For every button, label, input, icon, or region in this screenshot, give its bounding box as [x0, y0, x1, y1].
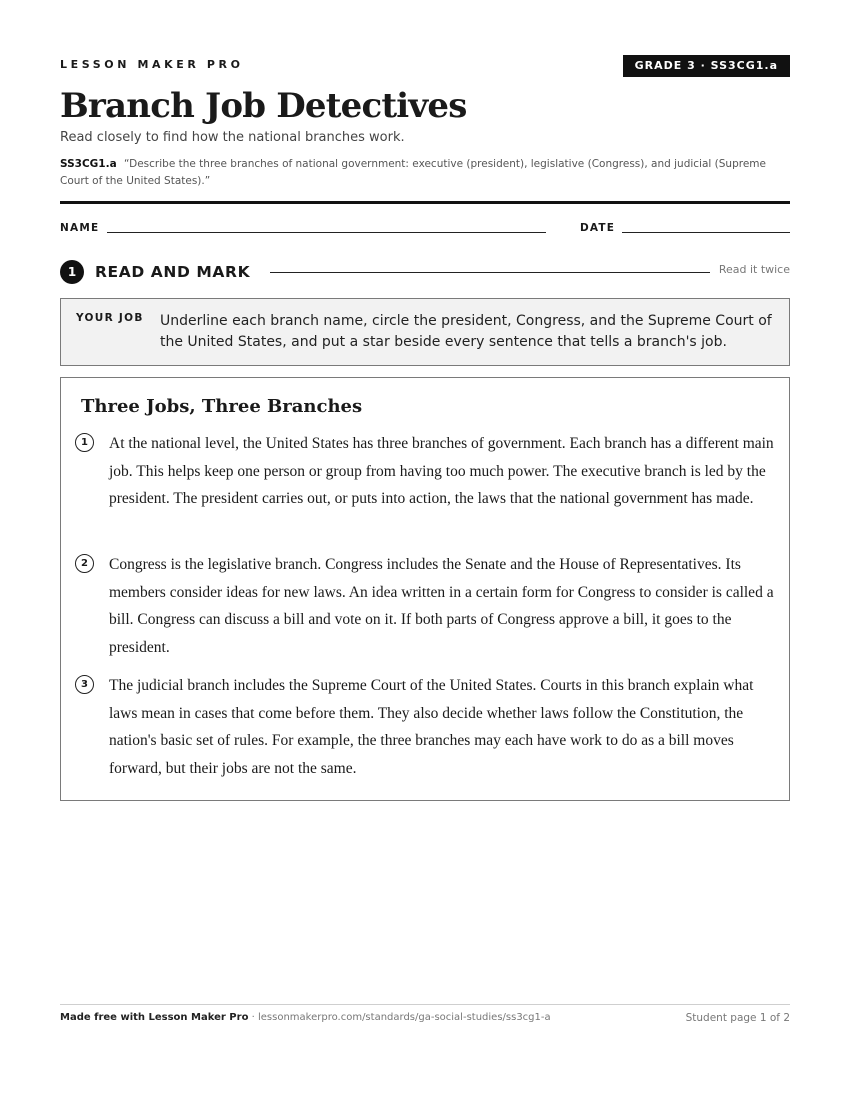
date-line[interactable] — [622, 232, 790, 233]
footer-made-with: Made free with Lesson Maker Pro — [60, 1012, 249, 1023]
section-note: Read it twice — [718, 263, 790, 276]
grade-badge: GRADE 3 · SS3CG1.a — [623, 55, 790, 77]
your-job-label: YOUR JOB — [76, 312, 144, 324]
paragraph-number: 1 — [75, 433, 94, 452]
paragraph-text: Congress is the legislative branch. Congress includes the Senate and the House of Representatives. Its members consider ideas for new laws. An idea written in a certain form for Congress to consider is called a bill. Congress can discuss a bill and vote on it. If both parts of Congress approve a bill, it goes to the president. — [109, 556, 774, 657]
name-line[interactable] — [107, 232, 546, 233]
page-subtitle: Read closely to find how the national branches work. — [60, 130, 405, 145]
section-divider — [270, 272, 710, 273]
standard-description — [60, 156, 790, 190]
section-title: READ AND MARK — [95, 263, 251, 281]
paragraph-text: The judicial branch includes the Supreme Court of the United States. Courts in this branch explain what laws mean in cases that come before them. They also decide whether laws follow the Constitution, the nation's basic set of rules. For example, the three branches may each have work to do as a bill moves forward, but their jobs are not the same. — [109, 677, 754, 778]
name-label: NAME — [60, 222, 100, 234]
your-job-box — [60, 298, 790, 366]
standard-code: SS3CG1.a — [60, 158, 117, 170]
reading-passage — [60, 377, 790, 801]
paragraph-text: At the national level, the United States has three branches of government. Each branch has a different main job. This helps keep one person or group from having too much power. The executive branch is led by the president. The president carries out, or puts into action, the laws that the national government has made. — [109, 435, 774, 508]
page-indicator: Student page 1 of 2 — [685, 1012, 790, 1024]
paragraph-number: 3 — [75, 675, 94, 694]
worksheet-page — [60, 0, 790, 1100]
header-divider — [60, 201, 790, 204]
page-title: Branch Job Detectives — [60, 86, 467, 126]
paragraph-number: 2 — [75, 554, 94, 573]
footer-link[interactable]: · lessonmakerpro.com/standards/ga-social-studies/ss3cg1-a — [248, 1012, 551, 1023]
brand-name: LESSON MAKER PRO — [60, 58, 244, 71]
footer-credit — [60, 1012, 551, 1023]
reading-title: Three Jobs, Three Branches — [81, 396, 363, 417]
date-label: DATE — [580, 222, 616, 234]
section-number-badge: 1 — [60, 260, 84, 284]
standard-text: “Describe the three branches of national government: executive (president), legislative (Congress), and judicial (Supreme Court of the United States).” — [60, 158, 766, 187]
your-job-text: Underline each branch name, circle the president, Congress, and the Supreme Court of the United States, and put a star beside every sentence that tells a branch's job. — [160, 313, 772, 350]
footer-divider — [60, 1004, 790, 1005]
